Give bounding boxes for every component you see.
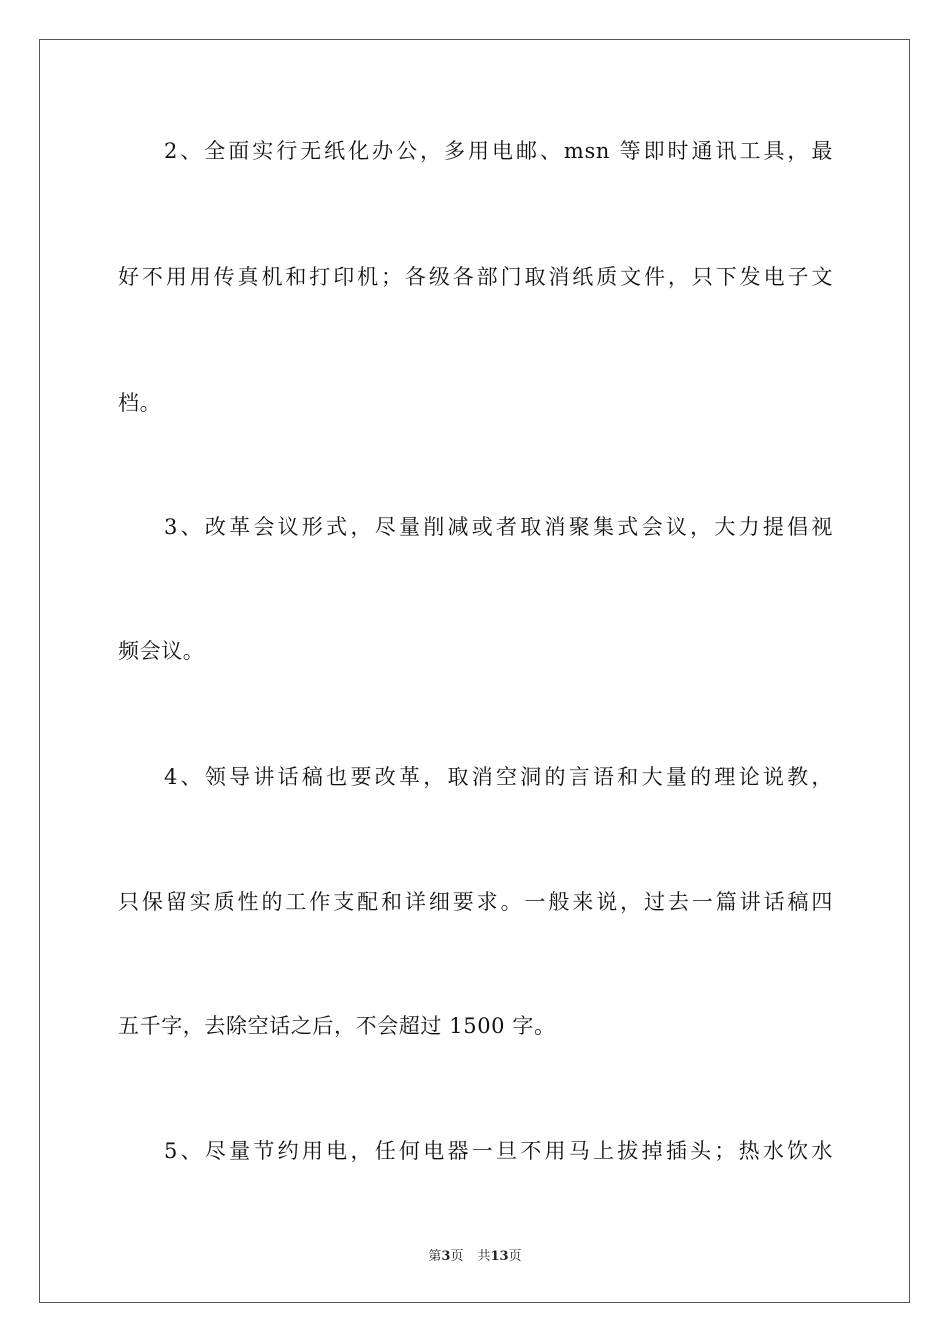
paragraph-3-line-1: 3、改革会议形式，尽量削减或者取消聚集式会议，大力提倡视: [164, 515, 833, 539]
page-border: [39, 39, 910, 1303]
footer-page-number: 3: [441, 1249, 451, 1264]
footer-total-prefix: 共: [477, 1249, 491, 1264]
footer-page-prefix: 第: [428, 1249, 442, 1264]
paragraph-3-line-2: 频会议。: [118, 639, 205, 663]
paragraph-2-line-1: 2、全面实行无纸化办公，多用电邮、msn 等即时通讯工具，最: [164, 139, 833, 163]
paragraph-5-line-1: 5、尽量节约用电，任何电器一旦不用马上拔掉插头；热水饮水: [164, 1139, 833, 1163]
paragraph-4-line-2: 只保留实质性的工作支配和详细要求。一般来说，过去一篇讲话稿四: [118, 890, 833, 914]
page-footer: [0, 1248, 950, 1266]
paragraph-2-line-2: 好不用用传真机和打印机；各级各部门取消纸质文件，只下发电子文: [118, 265, 833, 289]
paragraph-2-line-3: 档。: [118, 391, 162, 415]
paragraph-4-line-1: 4、领导讲话稿也要改革，取消空洞的言语和大量的理论说教，: [164, 765, 833, 789]
footer-total-number: 13: [490, 1249, 509, 1264]
footer-total-suffix: 页: [508, 1249, 522, 1264]
footer-page-suffix: 页: [450, 1249, 464, 1264]
paragraph-4-line-3: 五千字，去除空话之后，不会超过 1500 字。: [118, 1014, 556, 1038]
